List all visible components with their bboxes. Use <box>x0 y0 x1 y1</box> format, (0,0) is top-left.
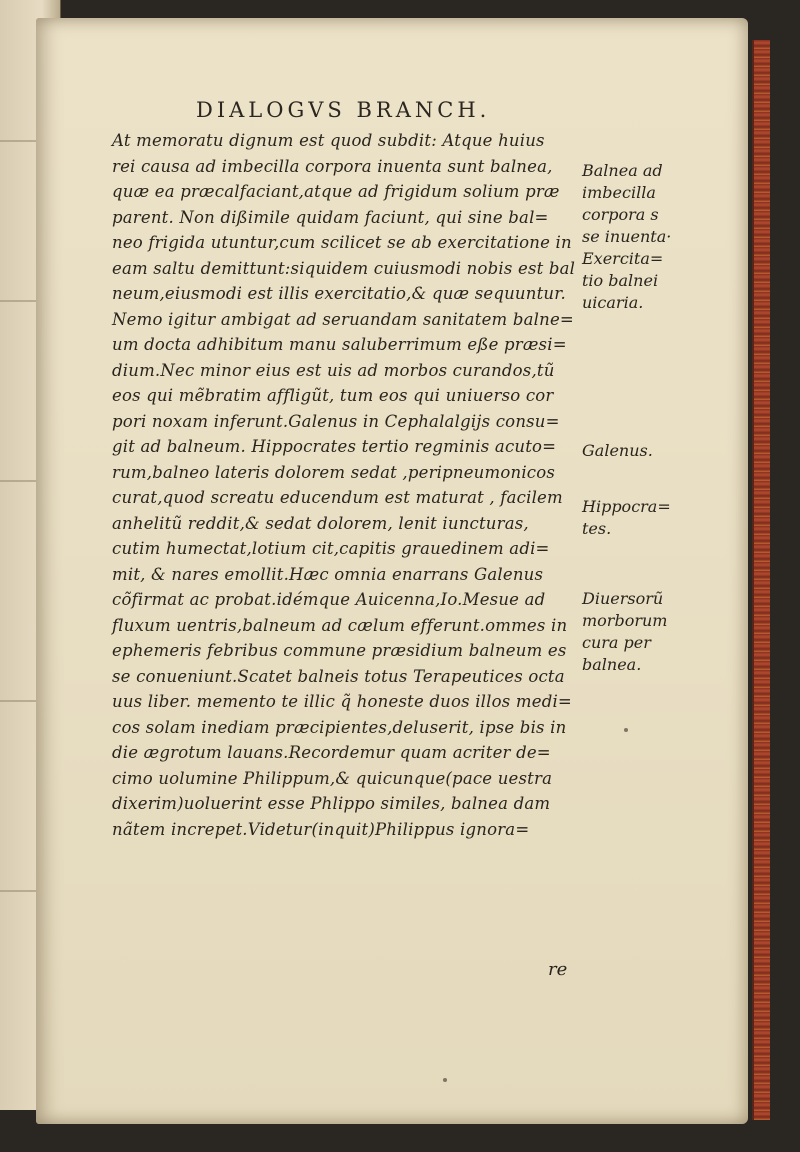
margin-note-hippocrates <box>582 496 692 540</box>
text-line: cutim humectat,lotium cit,capitis grauedinem adi= <box>112 539 550 558</box>
text-line: eam saltu demittunt:siquidem cuiusmodi nobis est bal <box>112 258 576 278</box>
text-line: rei causa ad imbecilla corpora inuenta sunt balnea, <box>112 156 553 176</box>
running-header: DIALOGVS BRANCH. <box>196 98 491 122</box>
margin-note-line: Hippocra= <box>582 497 671 516</box>
margin-note-line: tes. <box>582 519 612 538</box>
text-line: dixerim)uoluerint esse Phlippo similes, balnea dam <box>112 794 551 813</box>
text-line: Nemo igitur ambigat ad seruandam sanitatem balne= <box>112 309 574 329</box>
margin-note-line: corpora s <box>582 205 659 224</box>
text-line: cõfirmat ac probat.idémque Auicenna,Io.Mesue ad <box>112 590 546 609</box>
text-line: curat,quod screatu educendum est maturat , facilem <box>112 488 563 507</box>
text-line: um docta adhibitum manu saluberrimum eße præsi= <box>112 335 567 354</box>
text-line: cimo uolumine Philippum,& quicunque(pace uestra <box>112 768 553 788</box>
text-line: neo frigida utuntur,cum scilicet se ab exercitatione in <box>112 233 572 252</box>
text-line: dium.Nec minor eius est uis ad morbos curandos,tũ <box>112 360 555 380</box>
text-line: fluxum uentris,balneum ad cælum efferunt.ommes in <box>112 615 568 635</box>
main-text-block <box>112 128 584 842</box>
text-line: die ægrotum lauans.Recordemur quam acriter de= <box>112 743 551 762</box>
margin-note-line: imbecilla <box>582 183 656 202</box>
margin-note-line: uicaria. <box>582 293 644 312</box>
catchword: re <box>548 959 568 980</box>
margin-note-diuersorum <box>582 588 692 676</box>
margin-note-line: balnea. <box>582 655 642 674</box>
margin-note-line: cura per <box>582 633 651 652</box>
text-line: ephemeris febribus commune præsidium balneum es <box>112 641 567 660</box>
text-line: git ad balneum. Hippocrates tertio regminis acuto= <box>112 437 557 456</box>
margin-note-line: Diuersorũ <box>582 589 664 608</box>
text-line: mit, & nares emollit.Hæc omnia enarrans Galenus <box>112 564 544 584</box>
ink-speck <box>443 1078 447 1082</box>
margin-note-line: morborum <box>582 611 668 630</box>
text-line: cos solam inediam præcipientes,deluserit, ipse bis in <box>112 717 567 737</box>
margin-note-balnea <box>582 160 692 314</box>
text-line: quæ ea præcalfaciant,atque ad frigidum solium præ <box>112 182 560 201</box>
page-edge-gilding <box>752 40 770 1120</box>
margin-note-line: Galenus. <box>582 441 653 460</box>
text-line: nãtem increpet.Videtur(inquit)Philippus ignora= <box>112 819 530 839</box>
text-line: anhelitũ reddit,& sedat dolorem, lenit iuncturas, <box>112 513 529 533</box>
text-line: neum,eiusmodi est illis exercitatio,& quæ sequuntur. <box>112 284 566 303</box>
text-line: pori noxam inferunt.Galenus in Cephalalgijs consu= <box>112 411 560 431</box>
margin-note-line: Exercita= <box>582 249 664 268</box>
text-line: uus liber. memento te illic q̃ honeste duos illos medi= <box>112 692 572 711</box>
margin-note-galenus <box>582 440 692 462</box>
text-line: eos qui mẽbratim affligũt, tum eos qui uniuerso cor <box>112 386 554 405</box>
margin-note-line: Balnea ad <box>582 161 663 180</box>
margin-note-line: se inuenta· <box>582 227 672 246</box>
ink-speck <box>624 728 628 732</box>
text-line: parent. Non dißimile quidam faciunt, qui sine bal= <box>112 207 549 227</box>
margin-note-line: tio balnei <box>582 271 659 290</box>
text-line: se conueniunt.Scatet balneis totus Terapeutices octa <box>112 666 565 686</box>
text-line: At memoratu dignum est quod subdit: Atque huius <box>112 131 545 150</box>
text-line: rum,balneo lateris dolorem sedat ,peripneumonicos <box>112 462 556 482</box>
